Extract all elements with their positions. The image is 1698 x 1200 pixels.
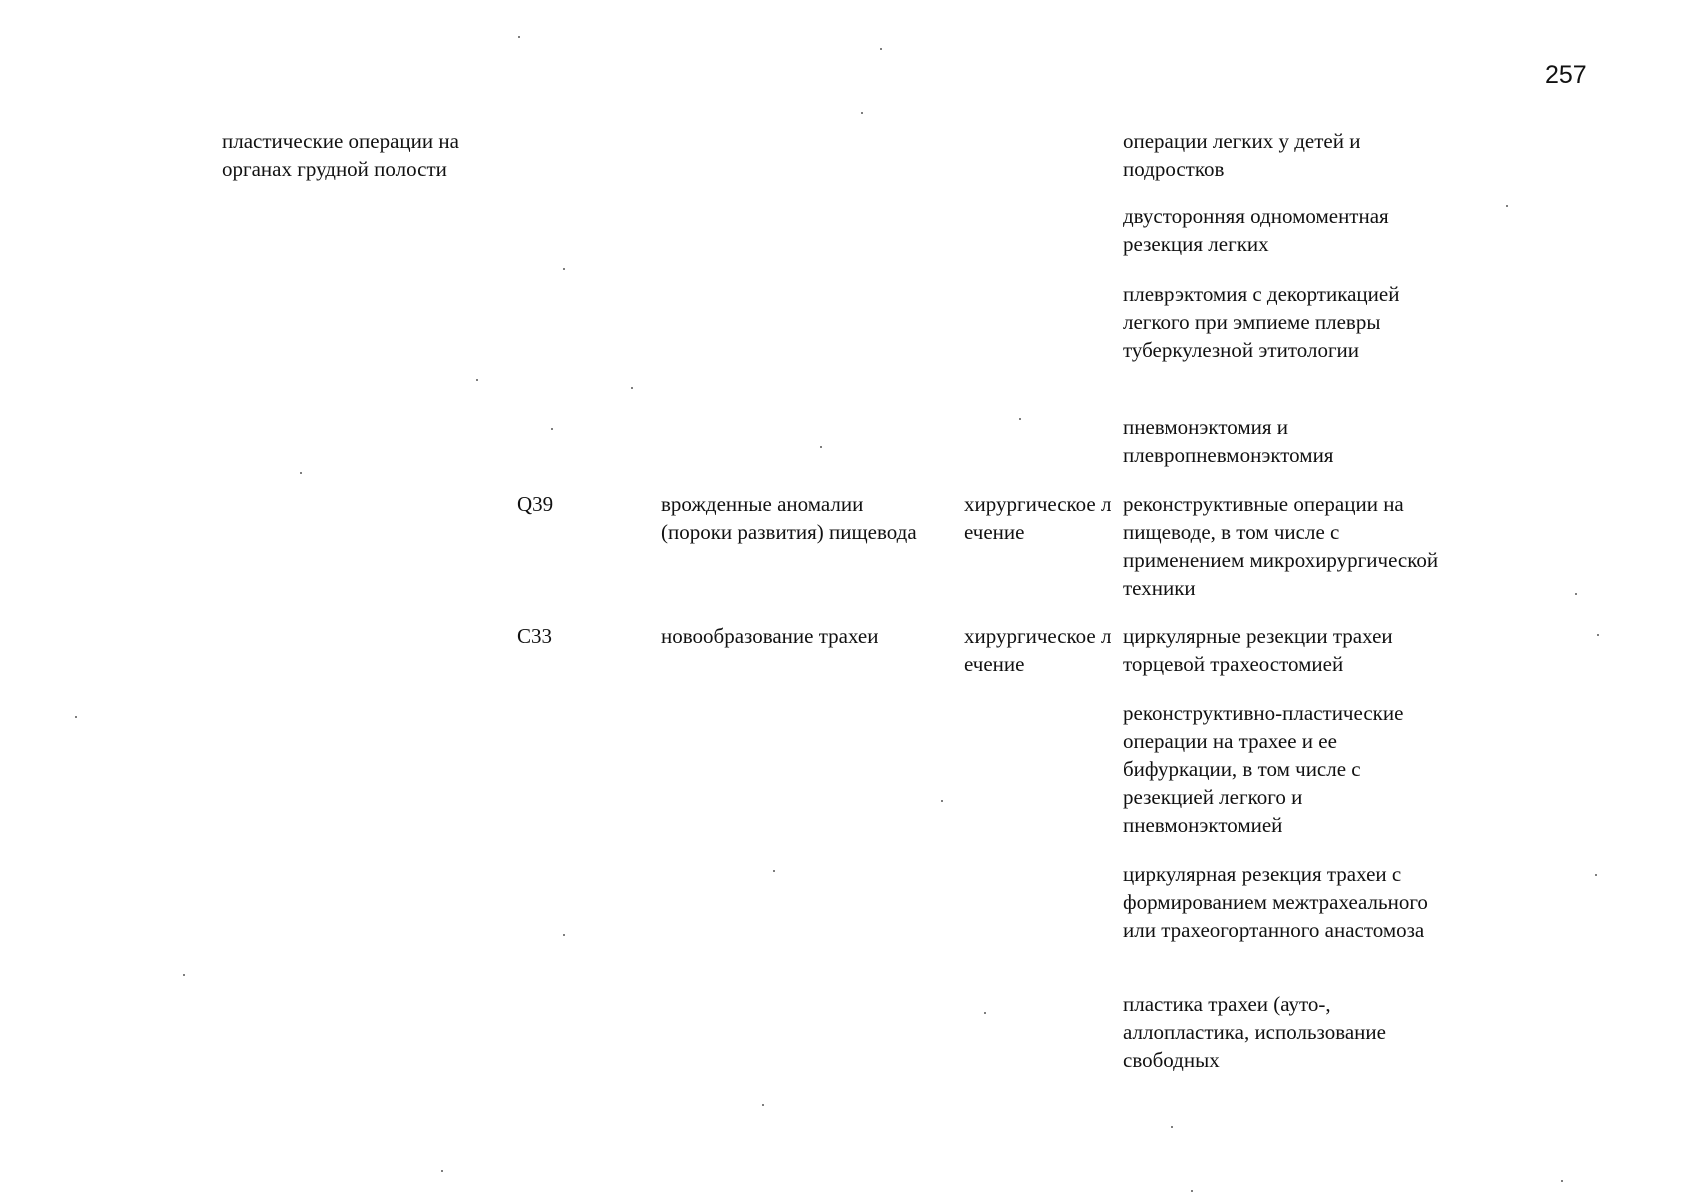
scan-speck xyxy=(441,1170,443,1172)
scan-speck xyxy=(880,48,882,50)
scan-speck xyxy=(1191,1190,1193,1192)
method-item: пластика трахеи (ауто-, аллопластика, использование свободных xyxy=(1123,992,1386,1072)
method-item: циркулярные резекции трахеи торцевой трахеостомией xyxy=(1123,624,1393,676)
method-item: реконструктивно-пластические операции на трахее и ее бифуркации, в том числе с резекцией легкого и пневмонэктомией xyxy=(1123,701,1404,837)
scan-speck xyxy=(984,1012,986,1014)
scan-speck xyxy=(1506,205,1508,207)
disease-name: врожденные аномалии (пороки развития) пищевода xyxy=(661,492,917,544)
method-item: плеврэктомия с декортикацией легкого при эмпиеме плевры туберкулезной этитологии xyxy=(1123,282,1400,362)
scan-speck xyxy=(183,974,185,976)
scan-speck xyxy=(563,934,565,936)
icd-code: Q39 xyxy=(517,492,554,516)
scan-speck xyxy=(518,36,520,38)
scan-speck xyxy=(551,428,553,430)
method-item: операции легких у детей и подростков xyxy=(1123,129,1361,181)
scan-speck xyxy=(762,1104,764,1106)
icd-code: C33 xyxy=(517,624,553,648)
page-number: 257 xyxy=(1545,61,1587,89)
scan-speck xyxy=(1575,593,1577,595)
scan-speck xyxy=(75,716,77,718)
method-item: реконструктивные операции на пищеводе, в том числе с применением микрохирургической техники xyxy=(1123,492,1439,600)
scan-speck xyxy=(861,112,863,114)
scan-speck xyxy=(941,800,943,802)
scan-speck xyxy=(300,472,302,474)
scan-speck xyxy=(1171,1126,1173,1128)
treatment-type: хирургическое лечение xyxy=(964,492,1112,544)
group-name: пластические операции на органах грудной полости xyxy=(222,129,459,181)
treatment-type: хирургическое лечение xyxy=(964,624,1112,676)
scan-speck xyxy=(1019,418,1021,420)
scan-speck xyxy=(1561,1180,1563,1182)
method-item: двусторонняя одномоментная резекция легких xyxy=(1123,204,1389,256)
scan-speck xyxy=(563,268,565,270)
method-item: циркулярная резекция трахеи с формированием межтрахеального или трахеогортанного анастомоза xyxy=(1123,862,1428,942)
scan-speck xyxy=(1597,634,1599,636)
scan-speck xyxy=(773,870,775,872)
scan-speck xyxy=(820,446,822,448)
disease-name: новообразование трахеи xyxy=(661,624,879,648)
scan-speck xyxy=(476,379,478,381)
scan-speck xyxy=(631,387,633,389)
scan-speck xyxy=(1595,874,1597,876)
method-item: пневмонэктомия и плевропневмонэктомия xyxy=(1123,415,1334,467)
